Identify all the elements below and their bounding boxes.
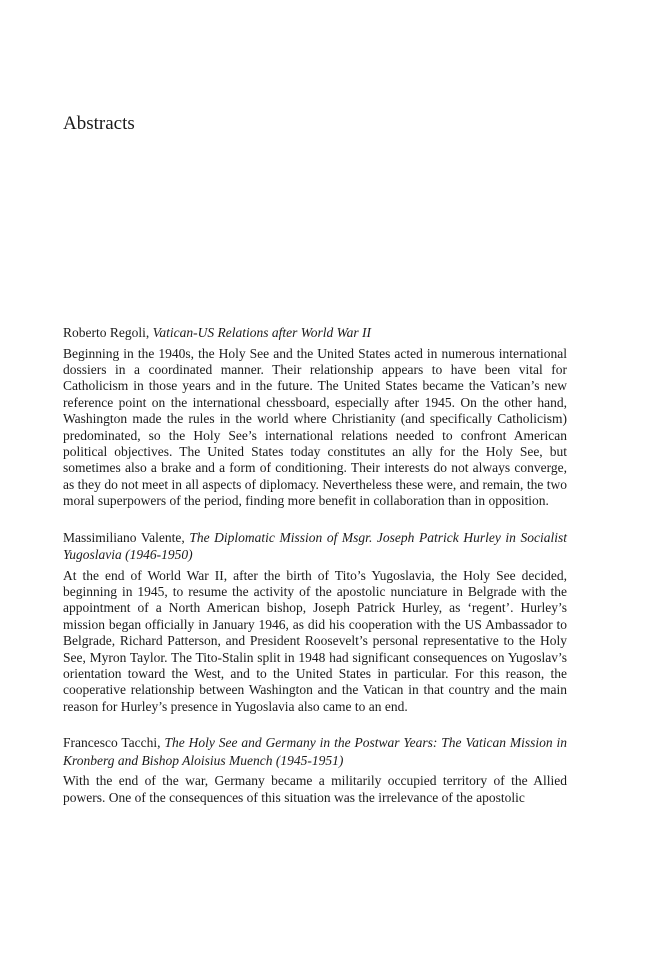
- abstract-heading: [63, 529, 567, 564]
- abstract-body: With the end of the war, Germany became a militarily occupied territory of the Allied powers. One of the consequences of this situation was the irrelevance of the apostolic: [63, 773, 567, 805]
- abstract-body: Beginning in the 1940s, the Holy See and the United States acted in numerous international dossiers in a coordinated manner. Their relationship appears to have been vital for Catholicism in those years and in the future. The United States became the Vatican’s new reference point on the international chessboard, especially after 1945. On the other hand, Washington made the rules in the world where Christianity (and specifically Catholicism) predominated, so the Holy See’s international relations needed to confront American political objectives. The United States today constitutes an ally for the Holy See, but sometimes also a brake and a form of conditioning. Their interests do not always converge, as they do not meet in all aspects of diplomacy. Nevertheless these were, and remain, the two moral superpowers of the period, finding more benefit in collaboration than in opposition.: [63, 345, 567, 509]
- abstract-item: [63, 734, 567, 806]
- abstract-title: Vatican-US Relations after World War II: [152, 325, 371, 340]
- abstract-heading: [63, 734, 567, 769]
- abstract-author: Massimiliano Valente,: [63, 529, 185, 545]
- page-title: Abstracts: [63, 113, 135, 134]
- abstract-author: Francesco Tacchi,: [63, 735, 161, 751]
- abstracts-list: [63, 324, 567, 806]
- abstract-heading: [63, 324, 567, 342]
- abstract-title: The Holy See and Germany in the Postwar Years: The Vatican Mission in Kronberg and Bishop Aloisius Muench (1945-1951): [63, 735, 568, 768]
- abstract-body: At the end of World War II, after the birth of Tito’s Yugoslavia, the Holy See decided, beginning in 1945, to resume the activity of the apostolic nunciature in Belgrade with the appointment of a North American bishop, Joseph Patrick Hurley, as ‘regent’. Hurley’s mission began officially in January 1946, as did his cooperation with the US Ambassador to Belgrade, Richard Patterson, and President Roosevelt’s personal representative to the Holy See, Myron Taylor. The Tito-Stalin split in 1948 had significant consequences on Yugoslav’s orientation toward the West, and to the United States in particular. For this reason, the cooperative relationship between Washington and the Vatican in that country and the main reason for Hurley’s presence in Yugoslavia also came to an end.: [63, 567, 567, 714]
- abstract-title: The Diplomatic Mission of Msgr. Joseph Patrick Hurley in Socialist Yugoslavia (1946-1950): [63, 529, 567, 563]
- abstract-item: [63, 529, 567, 716]
- abstract-author: Roberto Regoli,: [63, 325, 150, 340]
- abstract-item: [63, 324, 567, 510]
